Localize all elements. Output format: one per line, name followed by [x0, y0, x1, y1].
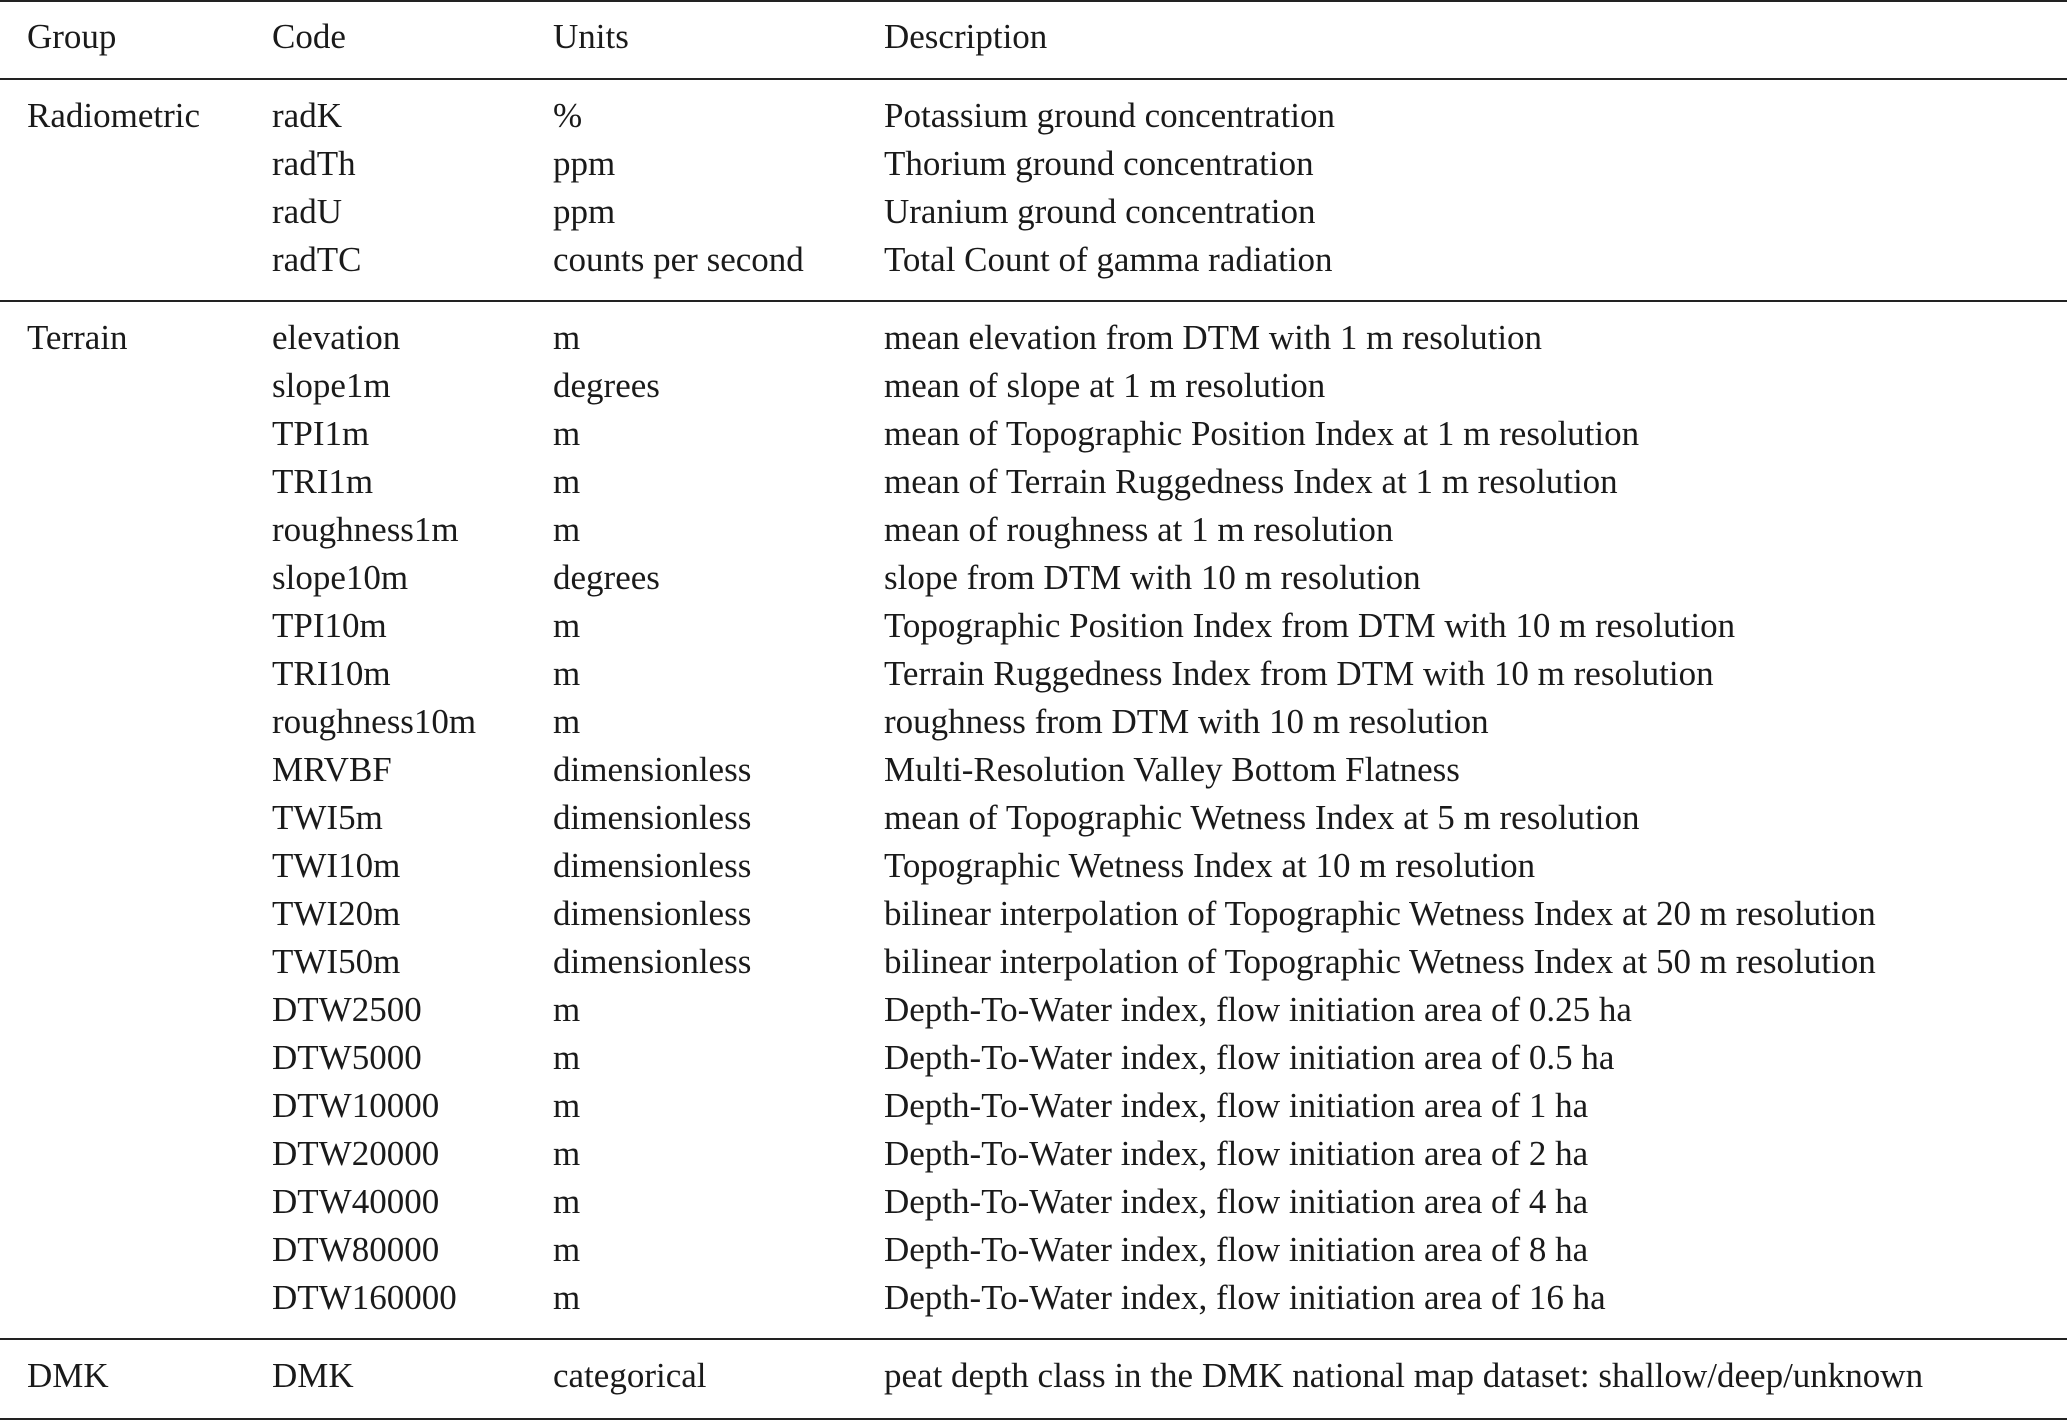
header-description: Description: [884, 1, 2067, 79]
description-cell: Multi-Resolution Valley Bottom Flatness: [884, 750, 1460, 789]
code-cell: DTW5000: [272, 1038, 422, 1077]
table-row: [0, 79, 2067, 140]
code-cell: TRI1m: [272, 462, 374, 501]
units-cell: m: [553, 1134, 581, 1173]
table-row: [0, 1226, 2067, 1274]
table-row: [0, 1082, 2067, 1130]
units-cell: degrees: [553, 558, 660, 597]
group-cell: [0, 794, 272, 842]
description-cell: mean of roughness at 1 m resolution: [884, 510, 1394, 549]
table-row: [0, 236, 2067, 301]
group-cell: [0, 602, 272, 650]
description-cell: roughness from DTM with 10 m resolution: [884, 702, 1489, 741]
description-cell: Depth-To-Water index, flow initiation area of 2 ha: [884, 1134, 1589, 1173]
header-code: Code: [272, 1, 553, 79]
description-cell: mean of slope at 1 m resolution: [884, 366, 1326, 405]
units-cell: m: [553, 654, 581, 693]
units-cell: dimensionless: [553, 750, 752, 789]
code-cell: slope10m: [272, 558, 409, 597]
units-cell: dimensionless: [553, 798, 752, 837]
group-cell: [0, 236, 272, 301]
code-cell: radTh: [272, 144, 356, 183]
code-cell: DTW40000: [272, 1182, 440, 1221]
description-cell: mean elevation from DTM with 1 m resolution: [884, 301, 2067, 362]
description-cell: mean of Terrain Ruggedness Index at 1 m resolution: [884, 462, 1618, 501]
description-cell: Depth-To-Water index, flow initiation area of 4 ha: [884, 1182, 1589, 1221]
table-row: [0, 1130, 2067, 1178]
table-row: [0, 890, 2067, 938]
group-cell: [0, 746, 272, 794]
table-row: [0, 650, 2067, 698]
group-cell: [0, 362, 272, 410]
group-cell: [0, 698, 272, 746]
table-row: [0, 602, 2067, 650]
code-cell: DMK: [272, 1339, 553, 1419]
group-section: [0, 1339, 2067, 1419]
group-cell: [0, 1274, 272, 1339]
table-row: [0, 362, 2067, 410]
units-cell: m: [553, 510, 581, 549]
units-cell: degrees: [553, 366, 660, 405]
units-cell: m: [553, 301, 884, 362]
units-cell: ppm: [553, 144, 616, 183]
units-cell: m: [553, 1278, 581, 1317]
code-cell: TPI1m: [272, 414, 370, 453]
table-row: [0, 506, 2067, 554]
group-cell: [0, 458, 272, 506]
code-cell: TWI10m: [272, 846, 401, 885]
units-cell: m: [553, 1182, 581, 1221]
table-row: [0, 188, 2067, 236]
code-cell: TWI5m: [272, 798, 383, 837]
group-cell: [0, 554, 272, 602]
description-cell: Terrain Ruggedness Index from DTM with 10 m resolution: [884, 654, 1714, 693]
group-cell: [0, 890, 272, 938]
table-row: [0, 746, 2067, 794]
group-cell: [0, 986, 272, 1034]
group-cell: [0, 506, 272, 554]
group-cell: Radiometric: [27, 96, 201, 135]
table-row: [0, 938, 2067, 986]
code-cell: radU: [272, 192, 342, 231]
units-cell: m: [553, 606, 581, 645]
header-units: Units: [553, 1, 884, 79]
header-group: Group: [0, 1, 272, 79]
code-cell: DTW10000: [272, 1086, 440, 1125]
units-cell: ppm: [553, 192, 616, 231]
description-cell: bilinear interpolation of Topographic Wetness Index at 50 m resolution: [884, 942, 1876, 981]
description-cell: Total Count of gamma radiation: [884, 240, 1333, 279]
table-row: [0, 1178, 2067, 1226]
units-cell: m: [553, 414, 581, 453]
description-cell: mean of Topographic Wetness Index at 5 m resolution: [884, 798, 1640, 837]
description-cell: Depth-To-Water index, flow initiation area of 0.5 ha: [884, 1038, 1615, 1077]
units-cell: m: [553, 1038, 581, 1077]
units-cell: m: [553, 1230, 581, 1269]
group-cell: [0, 650, 272, 698]
group-cell: [0, 938, 272, 986]
code-cell: roughness1m: [272, 510, 459, 549]
description-cell: Depth-To-Water index, flow initiation area of 16 ha: [884, 1278, 1606, 1317]
table-row: [0, 986, 2067, 1034]
code-cell: TRI10m: [272, 654, 391, 693]
table-row: [0, 1034, 2067, 1082]
table-row: [0, 842, 2067, 890]
units-cell: dimensionless: [553, 942, 752, 981]
group-cell: [0, 410, 272, 458]
group-cell: [0, 140, 272, 188]
code-cell: DTW160000: [272, 1278, 457, 1317]
table-row: [0, 301, 2067, 362]
units-cell: counts per second: [553, 240, 804, 279]
group-cell: Terrain: [0, 301, 272, 362]
units-cell: m: [553, 990, 581, 1029]
group-cell: [0, 1226, 272, 1274]
group-cell: DMK: [0, 1339, 272, 1419]
table-row: [0, 1339, 2067, 1419]
code-cell: roughness10m: [272, 702, 477, 741]
description-cell: Thorium ground concentration: [884, 144, 1314, 183]
description-cell: Potassium ground concentration: [884, 96, 1336, 135]
units-cell: dimensionless: [553, 846, 752, 885]
group-section: [0, 301, 2067, 1339]
units-cell: m: [553, 462, 581, 501]
code-cell: slope1m: [272, 366, 391, 405]
description-cell: peat depth class in the DMK national map dataset: shallow/deep/unknown: [884, 1339, 2067, 1419]
table-row: [0, 410, 2067, 458]
group-section: [0, 79, 2067, 301]
table-row: [0, 794, 2067, 842]
code-cell: TPI10m: [272, 606, 387, 645]
code-cell: TWI20m: [272, 894, 401, 933]
description-cell: slope from DTM with 10 m resolution: [884, 558, 1421, 597]
table-header: [0, 1, 2067, 79]
group-cell: [0, 188, 272, 236]
code-cell: DTW20000: [272, 1134, 440, 1173]
code-cell: radK: [272, 96, 342, 135]
group-cell: [0, 1082, 272, 1130]
group-cell: [0, 1034, 272, 1082]
description-cell: Depth-To-Water index, flow initiation area of 0.25 ha: [884, 990, 1632, 1029]
units-cell: %: [553, 96, 583, 135]
table-row: [0, 698, 2067, 746]
description-cell: Depth-To-Water index, flow initiation area of 1 ha: [884, 1086, 1589, 1125]
code-cell: elevation: [272, 301, 553, 362]
units-cell: dimensionless: [553, 894, 752, 933]
units-cell: m: [553, 1086, 581, 1125]
group-cell: [0, 842, 272, 890]
code-cell: TWI50m: [272, 942, 401, 981]
units-cell: categorical: [553, 1339, 884, 1419]
group-cell: [0, 1130, 272, 1178]
table-row: [0, 140, 2067, 188]
table-row: [0, 1274, 2067, 1339]
description-cell: Depth-To-Water index, flow initiation area of 8 ha: [884, 1230, 1589, 1269]
code-cell: MRVBF: [272, 750, 392, 789]
code-cell: DTW2500: [272, 990, 422, 1029]
group-cell: [0, 1178, 272, 1226]
description-cell: mean of Topographic Position Index at 1 m resolution: [884, 414, 1640, 453]
description-cell: Topographic Position Index from DTM with 10 m resolution: [884, 606, 1736, 645]
code-cell: DTW80000: [272, 1230, 440, 1269]
table-row: [0, 458, 2067, 506]
description-cell: Topographic Wetness Index at 10 m resolution: [884, 846, 1536, 885]
header-row: [0, 1, 2067, 79]
code-cell: radTC: [272, 240, 362, 279]
table-row: [0, 554, 2067, 602]
description-cell: bilinear interpolation of Topographic Wetness Index at 20 m resolution: [884, 894, 1876, 933]
description-cell: Uranium ground concentration: [884, 192, 1316, 231]
units-cell: m: [553, 702, 581, 741]
